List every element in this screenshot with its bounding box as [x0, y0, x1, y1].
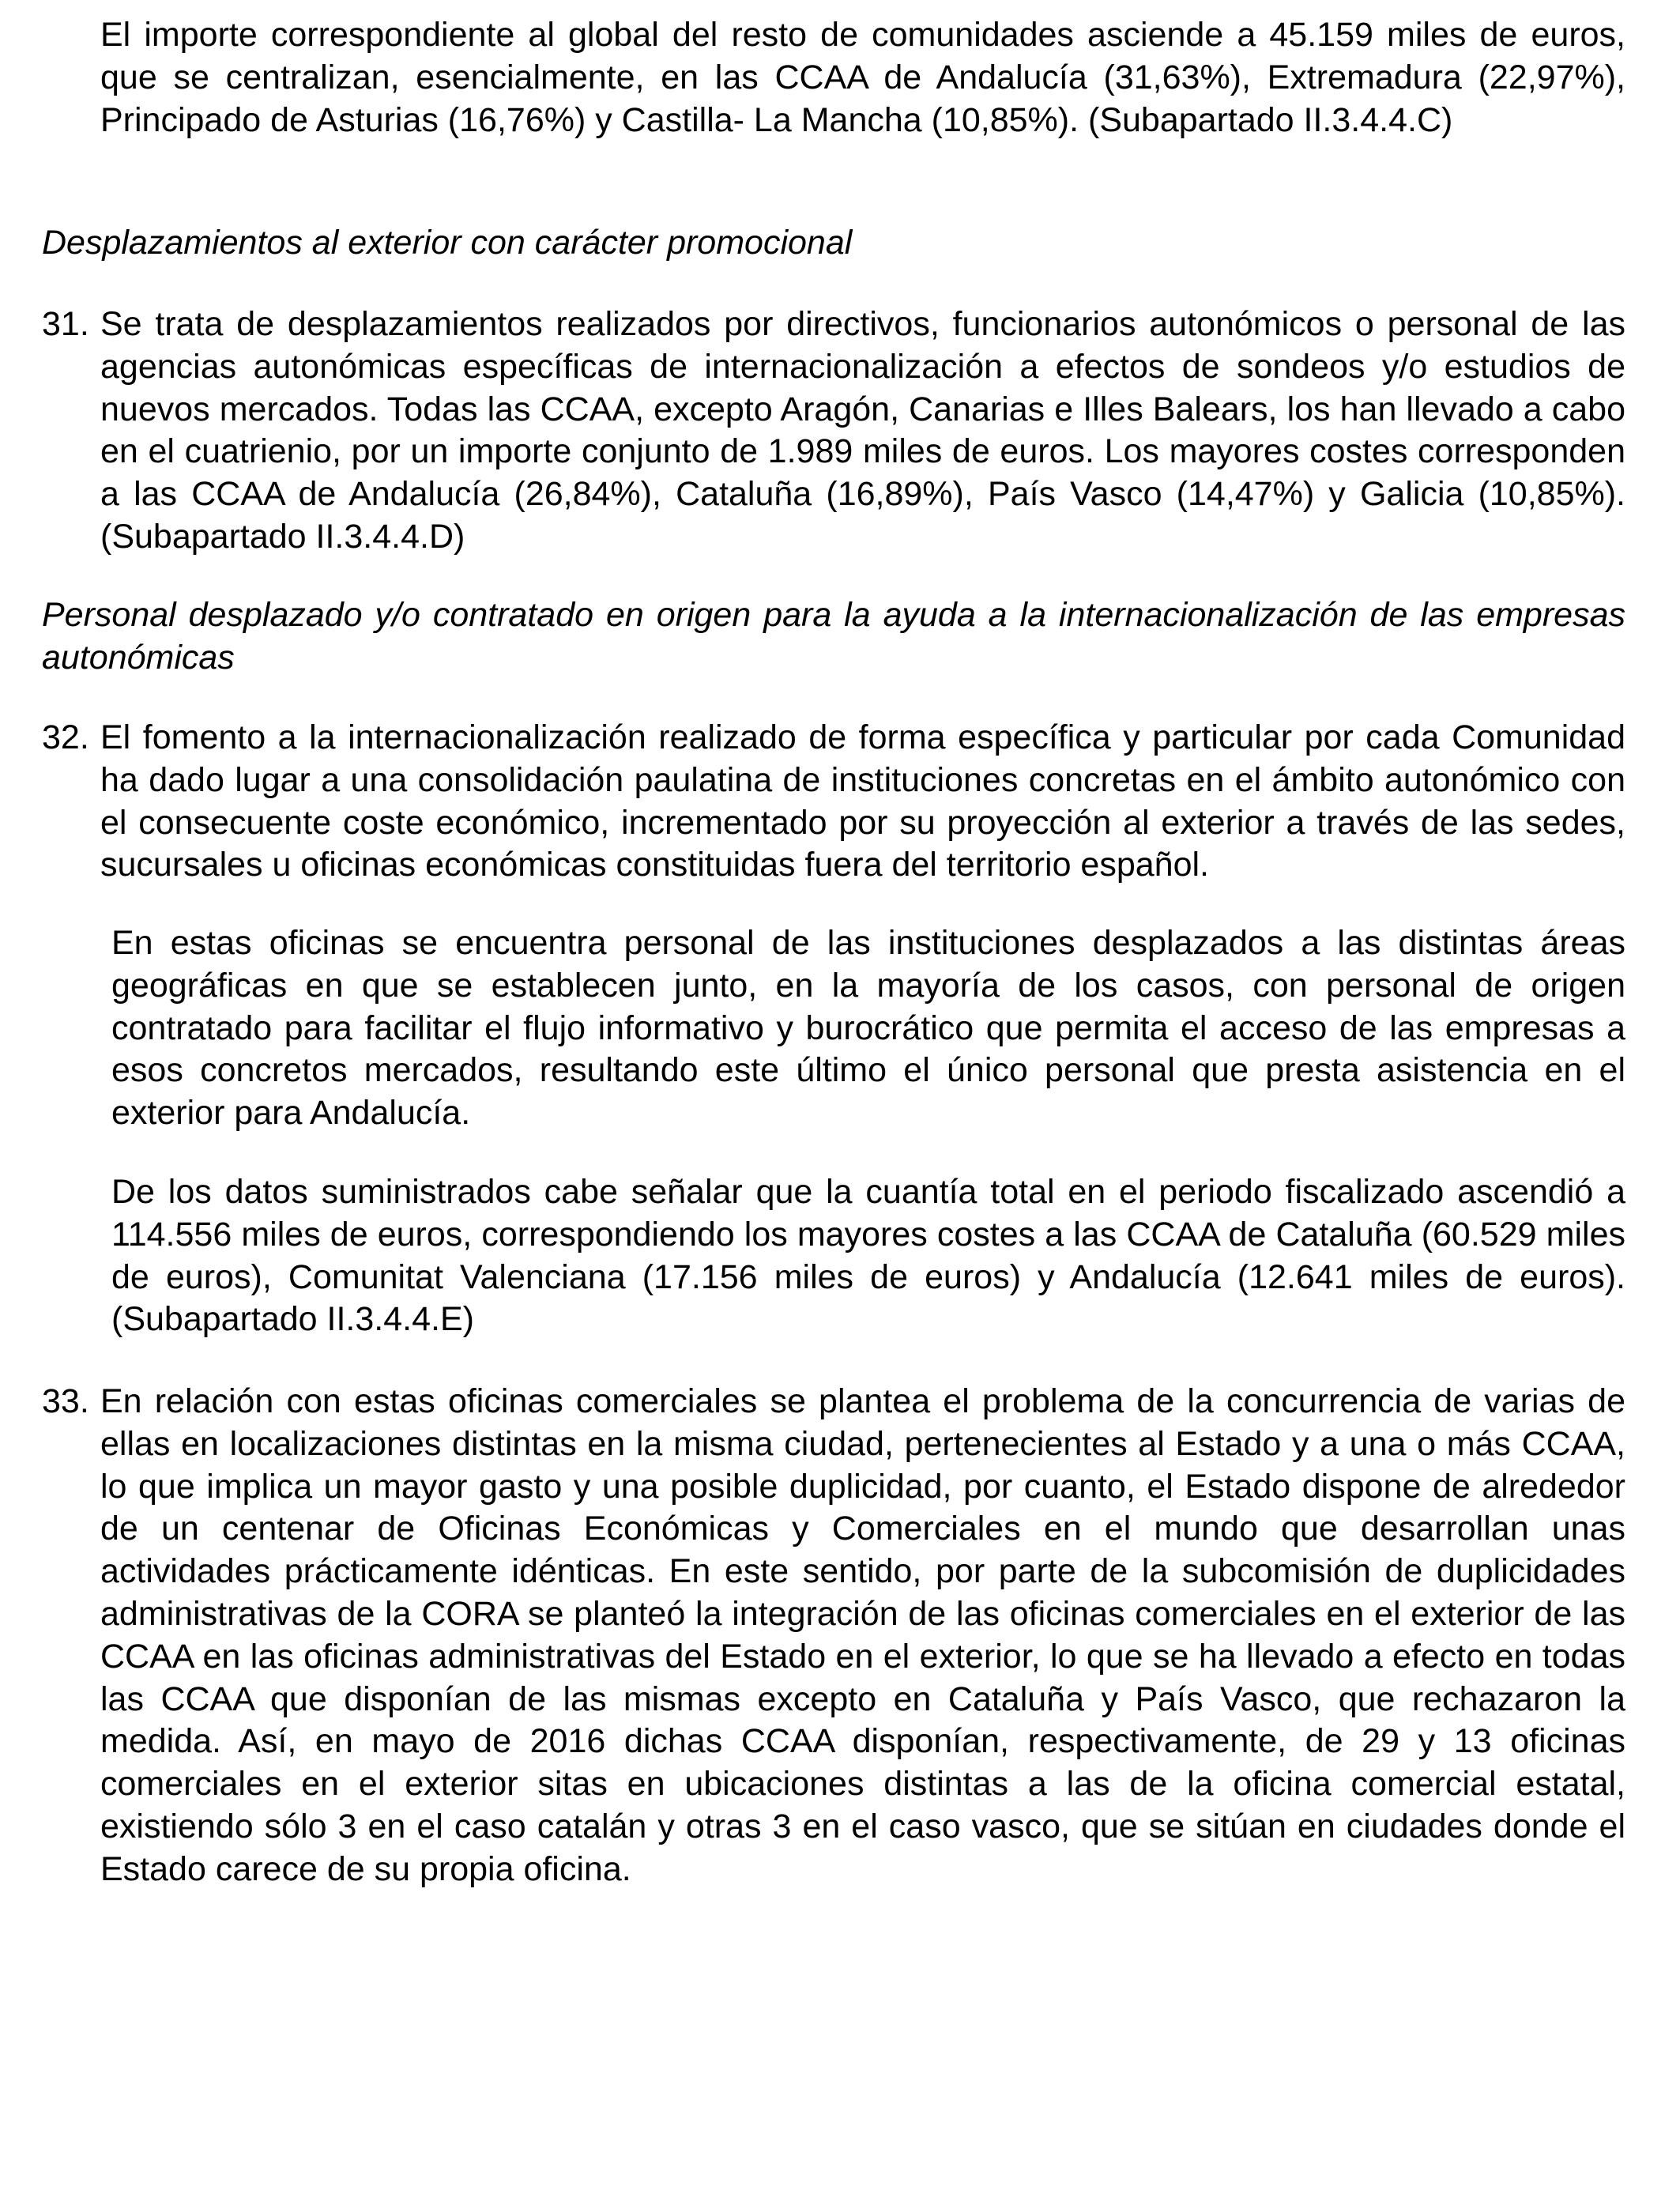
paragraph-text: En relación con estas oficinas comerciales se plantea el problema de la concurrencia de varias de ellas en localizaciones distintas en la misma ciudad, pertenecientes al Estado y a una o más CCAA, lo que implica un mayor gasto y una posible duplicidad, por cuanto, el Estado dispone de alrededor de un centenar de Oficinas Económicas y Comerciales en el mundo que desarrollan unas actividades prácticamente idénticas. En este sentido, por parte de la subcomisión de duplicidades administrativas de la CORA se planteó la integración de las oficinas comerciales en el exterior de las CCAA en las oficinas administrativas del Estado en el exterior, lo que se ha llevado a efecto en todas las CCAA que disponían de las mismas excepto en Cataluña y País Vasco, que rechazaron la medida. Así, en mayo de 2016 dichas CCAA disponían, respectivamente, de 29 y 13 oficinas comerciales en el exterior sitas en ubicaciones distintas a las de la oficina comercial estatal, existiendo sólo 3 en el caso catalán y otras 3 en el caso vasco, que se sitúan en ciudades donde el Estado carece de su propia oficina.	[100, 1382, 1625, 1888]
numbered-paragraph-32	[42, 717, 1625, 887]
section-heading-promotional-travel: Desplazamientos al exterior con carácter promocional	[42, 224, 853, 262]
numbered-paragraph-33	[42, 1381, 1625, 1891]
section-heading-personnel-abroad: Personal desplazado y/o contratado en origen para la ayuda a la internacionalización de las empresas autonómicas	[42, 596, 1625, 677]
indented-paragraph-offices-personnel: En estas oficinas se encuentra personal de las instituciones desplazados a las distintas áreas geográficas en que se establecen junto, en la mayoría de los casos, con personal de origen contratado para facilitar el flujo informativo y burocrático que permita el acceso de las empresas a esos concretos mercados, resultando este último el único personal que presta asistencia en el exterior para Andalucía.	[111, 924, 1625, 1133]
paragraph-number: 33.	[42, 1382, 89, 1420]
paragraph-number: 31.	[42, 305, 89, 343]
paragraph-text: El fomento a la internacionalización realizado de forma específica y particular por cada Comunidad ha dado lugar a una consolidación paulatina de instituciones concretas en el ámbito autonómico con el consecuente coste económico, incrementado por su proyección al exterior a través de las sedes, sucursales u oficinas económicas constituidas fuera del territorio español.	[100, 718, 1625, 884]
indented-paragraph-total-cost: De los datos suministrados cabe señalar que la cuantía total en el periodo fiscalizado ascendió a 114.556 miles de euros, correspondiendo los mayores costes a las CCAA de Cataluña (60.529 miles de euros), Comunitat Valenciana (17.156 miles de euros) y Andalucía (12.641 miles de euros). (Subapartado II.3.4.4.E)	[111, 1173, 1625, 1339]
paragraph-text: Se trata de desplazamientos realizados por directivos, funcionarios autonómicos o personal de las agencias autonómicas específicas de internacionalización a efectos de sondeos y/o estudios de nuevos mercados. Todas las CCAA, excepto Aragón, Canarias e Illes Balears, los han llevado a cabo en el cuatrienio, por un importe conjunto de 1.989 miles de euros. Los mayores costes corresponden a las CCAA de Andalucía (26,84%), Cataluña (16,89%), País Vasco (14,47%) y Galicia (10,85%). (Subapartado II.3.4.4.D)	[100, 305, 1625, 556]
paragraph-number: 32.	[42, 718, 89, 756]
continuation-paragraph: El importe correspondiente al global del resto de comunidades asciende a 45.159 miles de euros, que se centralizan, esencialmente, en las CCAA de Andalucía (31,63%), Extremadura (22,97%), Principado de Asturias (16,76%) y Castilla- La Mancha (10,85%). (Subapartado II.3.4.4.C)	[100, 16, 1625, 139]
numbered-paragraph-31	[42, 303, 1625, 559]
